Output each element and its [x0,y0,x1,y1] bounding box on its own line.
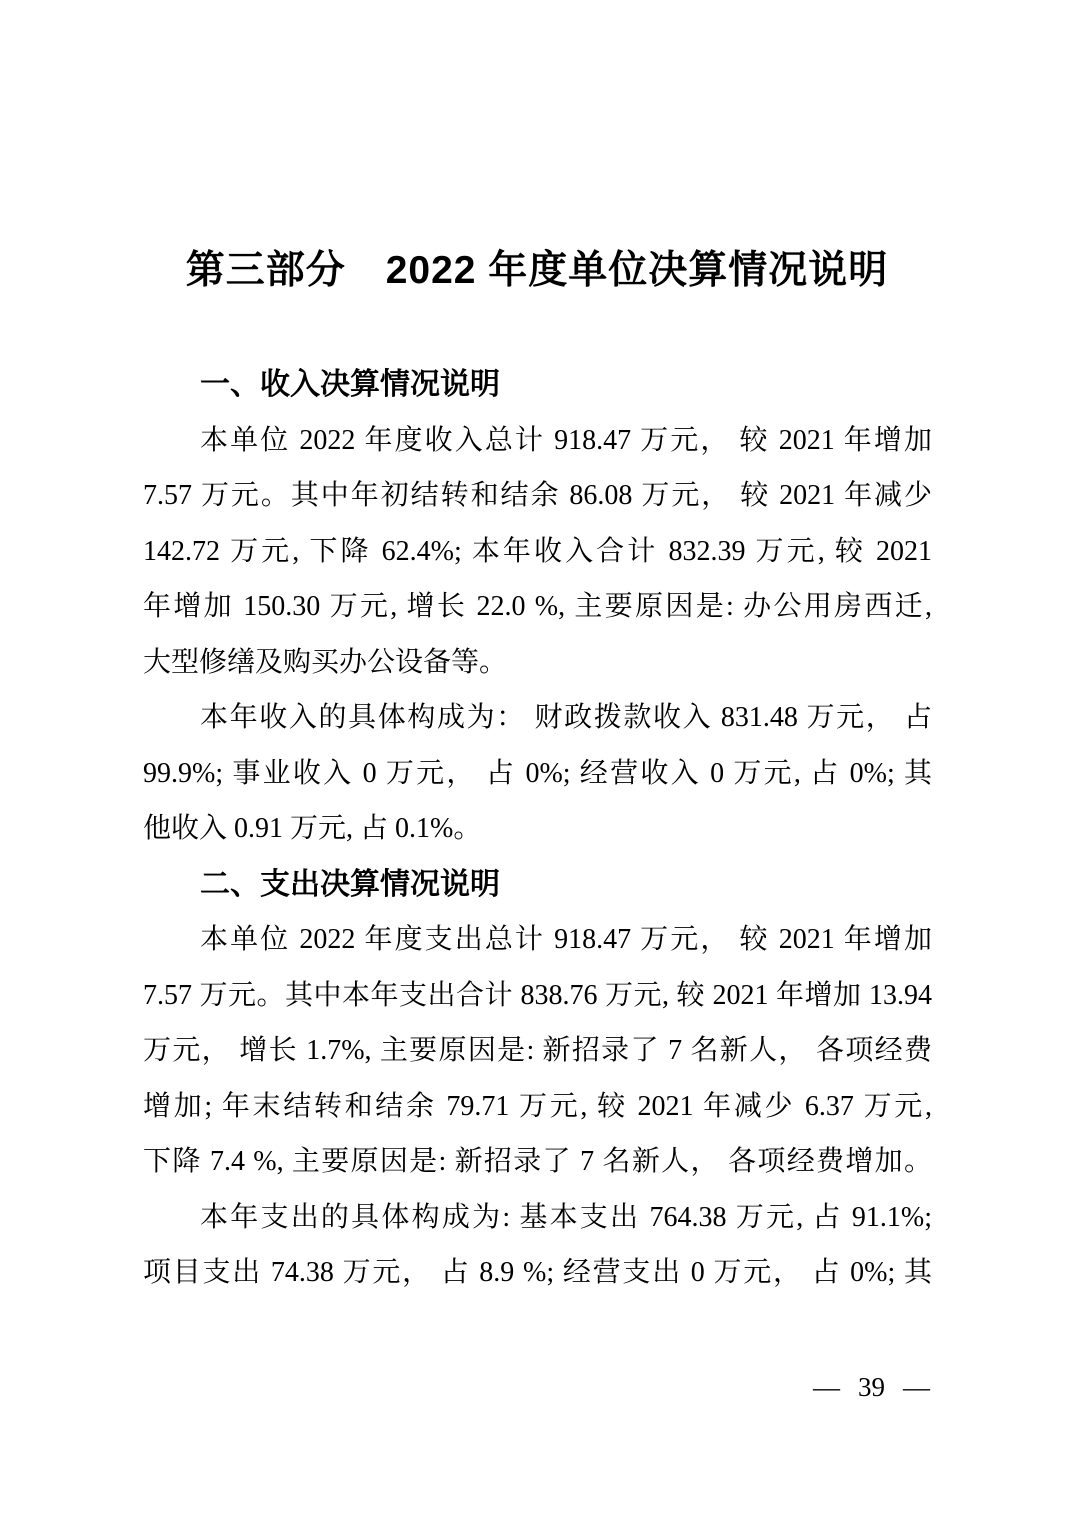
text-line: 本单位 2022 年度收入总计 918.47 万元， 较 2021 年增加 [200,424,932,456]
text-line: 项目支出 74.38 万元， 占 8.9 %; 经营支出 0 万元， 占 0%; 其 [143,1257,932,1288]
text-line: 142.72 万元, 下降 62.4%; 本年收入合计 832.39 万元, 较 2021 [143,535,932,567]
section-heading-income: 一、收入决算情况说明 [200,368,500,401]
text-line: 本年支出的具体构成为: 基本支出 764.38 万元, 占 91.1%; [200,1201,932,1233]
text-line: 年增加 150.30 万元, 增长 22.0 %, 主要原因是: 办公用房西迁, [143,591,932,622]
text-line: 本年收入的具体构成为： 财政拨款收入 831.48 万元， 占 [200,702,932,733]
text-line: 7.57 万元。其中本年支出合计 838.76 万元, 较 2021 年增加 13.94 [143,979,932,1011]
text-line: 他收入 0.91 万元, 占 0.1%。 [143,813,482,844]
section-heading-expenditure: 二、支出决算情况说明 [200,867,500,901]
text-line: 99.9%; 事业收入 0 万元， 占 0%; 经营收入 0 万元, 占 0%; 其 [143,757,932,789]
text-line: 增加; 年末结转和结余 79.71 万元, 较 2021 年减少 6.37 万元, [143,1090,932,1122]
text-line: 下降 7.4 %, 主要原因是: 新招录了 7 名新人， 各项经费增加。 [143,1146,932,1177]
text-line: 7.57 万元。其中年初结转和结余 86.08 万元， 较 2021 年减少 [143,480,932,511]
document-body [143,357,932,1301]
text-line: 大型修缮及购买办公设备等。 [143,646,508,678]
text-line: 万元， 增长 1.7%, 主要原因是: 新招录了 7 名新人， 各项经费 [143,1035,932,1066]
page-number-right-dash: — [903,1372,930,1402]
page-number-left-dash: — [813,1372,840,1402]
page-number-value: 39 [858,1372,885,1402]
page-number [813,1370,930,1404]
page-title: 第三部分 2022 年度单位决算情况说明 [185,249,889,292]
text-line: 本单位 2022 年度支出总计 918.47 万元， 较 2021 年增加 [200,924,932,955]
